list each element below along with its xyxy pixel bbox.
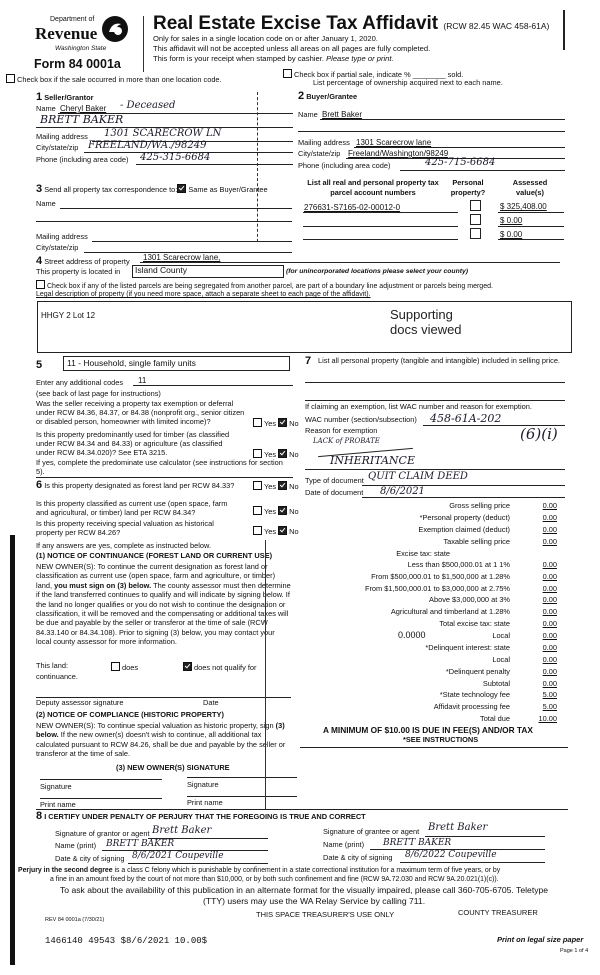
county-treasurer-label: COUNTY TREASURER	[458, 908, 538, 917]
text: Total excise tax: state	[439, 619, 510, 628]
grantee-signature-label: Signature of grantee or agent	[323, 827, 420, 836]
form-line	[133, 385, 293, 386]
text: Is this property designated as forest land per RCW 84.33?	[44, 481, 235, 490]
text: Street address of property	[44, 257, 130, 266]
text: 10.00	[538, 714, 557, 723]
text: Check box if the sale occurred in more than one location code.	[17, 75, 222, 84]
form-line	[400, 862, 545, 863]
timber-note: If yes, complete the predominate use calculator (see instructions for section 5).	[36, 458, 283, 476]
text: Subtotal	[482, 679, 510, 688]
text: No	[289, 527, 299, 536]
same-as-buyer-checkbox[interactable]	[177, 184, 186, 193]
buyer-name-label: Name	[298, 110, 318, 119]
q2-no-checkbox[interactable]	[278, 449, 287, 458]
scan-edge	[10, 535, 15, 965]
text: From $500,000.01 to $1,500,000 at 1.28%	[371, 572, 510, 581]
form-line	[128, 863, 268, 864]
text: Yes	[264, 450, 277, 459]
form-line	[36, 477, 293, 478]
assessed-col-header: Assessed value(s)	[512, 178, 548, 197]
text: Total due	[480, 714, 510, 723]
if-yes-instructions: If any answers are yes, complete as instructed below.	[36, 541, 211, 550]
partial-sale-note: List percentage of ownership acquired next to each name.	[313, 78, 503, 87]
segregated-checkbox[interactable]	[36, 280, 493, 291]
deputy-date-label: Date	[203, 698, 219, 707]
grantee-name-label: Name (print)	[323, 840, 365, 849]
text: Less than $500,000.01 at 1 1%	[407, 560, 510, 569]
corr-city-label: City/state/zip	[36, 243, 79, 252]
text: Check box if partial sale, indicate % ________ sold.	[294, 70, 464, 79]
header-line-2: This affidavit will not be accepted unless all areas on all pages are fully completed.	[153, 44, 431, 53]
text: Seller/Grantor	[44, 93, 94, 102]
reason-label: Reason for exemption	[305, 426, 378, 435]
wac-value[interactable]: 458-61A-202	[430, 412, 502, 425]
text: 0.00	[542, 607, 557, 616]
text: Please type or print.	[326, 54, 394, 63]
notice-compliance-title: (2) NOTICE OF COMPLIANCE (HISTORIC PROPERTY)	[36, 710, 224, 719]
checkbox	[36, 280, 45, 289]
q2-yes-checkbox[interactable]	[253, 449, 262, 458]
buyer-city-label: City/state/zip	[298, 149, 341, 158]
form-line	[140, 262, 560, 263]
text: 0.00	[542, 643, 557, 652]
text: 0.00	[542, 619, 557, 628]
parcel-col-header: List all real and personal property tax parcel account numbers	[307, 178, 439, 197]
s6q2-no-checkbox[interactable]	[278, 506, 287, 515]
street-address-value[interactable]: 1301 Scarecrow lane,	[143, 253, 221, 262]
text: No	[289, 507, 299, 516]
fold-line	[265, 540, 266, 810]
text: 0.00	[542, 501, 557, 510]
additional-codes-value[interactable]: 11	[138, 376, 147, 385]
form-line	[305, 400, 565, 401]
does-checkbox[interactable]	[111, 662, 138, 673]
text: NEW OWNER(S): To continue special valuation as historic property, sign	[36, 721, 274, 730]
buyer-phone-value[interactable]: 425-715-6684	[425, 157, 496, 168]
signature-label: Signature	[187, 780, 219, 789]
owner-print-field-2[interactable]	[187, 796, 297, 797]
form-line	[136, 164, 293, 165]
signature-label: Signature	[40, 782, 72, 791]
text: 4	[36, 255, 43, 267]
text: 5.00	[542, 702, 557, 711]
assessed-value[interactable]: $ 0.00	[500, 230, 523, 239]
local-rate: 0.0000	[398, 630, 426, 640]
perjury-line-1	[18, 867, 500, 875]
text: 5.00	[542, 690, 557, 699]
text: 2	[298, 90, 305, 102]
grantee-date-value[interactable]: 8/6/2022 Coupeville	[405, 850, 497, 860]
personal-property-checkbox[interactable]	[470, 214, 481, 225]
seller-mailing-label: Mailing address	[36, 132, 88, 141]
checkbox	[111, 662, 120, 671]
buyer-mailing-label: Mailing address	[298, 138, 350, 147]
personal-property-checkbox[interactable]	[470, 228, 481, 239]
deputy-signature-label: Deputy assessor signature	[36, 698, 124, 707]
checkbox	[183, 662, 192, 671]
legal-description-label: Legal description of property (if you need more space, attach a separate sheet to each page of the affidavit).	[36, 291, 371, 298]
personal-col-header: Personal property?	[450, 178, 486, 197]
street-address-label	[36, 255, 130, 268]
doc-date-label: Date of document	[305, 488, 364, 497]
grantor-name-value[interactable]: BRETT BAKER	[106, 839, 175, 849]
notice-continuance-text	[36, 562, 291, 647]
form-number: Form 84 0001a	[34, 57, 121, 71]
county-select[interactable]: Island County	[132, 265, 284, 278]
text: 8	[36, 810, 43, 822]
text: 1	[36, 91, 43, 103]
print-legal-note: Print on legal size paper	[497, 935, 584, 944]
wac-label: WAC number (section/subsection)	[305, 415, 417, 424]
s6q1-no-checkbox[interactable]	[278, 481, 287, 490]
corr-name-label: Name	[36, 199, 56, 208]
grantor-signature-label: Signature of grantor or agent	[55, 829, 150, 838]
text: Yes	[264, 419, 277, 428]
buyer-phone-label: Phone (including area code)	[298, 161, 391, 170]
text: *State technology fee	[439, 690, 510, 699]
s6q3-yes-no	[253, 526, 299, 537]
s6q2-yes-no	[253, 506, 299, 517]
personal-property-text: List all personal property (tangible and intangible) included in selling price.	[318, 356, 560, 365]
see-instructions: *SEE INSTRUCTIONS	[403, 735, 479, 744]
form-line	[498, 212, 564, 213]
text: 0.00	[542, 525, 557, 534]
text: 0.00	[542, 595, 557, 604]
header-line-1: Only for sales in a single location code on or after January 1, 2020.	[153, 34, 378, 43]
additional-codes-note: (see back of last page for instructions)	[36, 389, 161, 398]
text: Check box if any of the listed parcels are being segregated from another parcel, are part of a boundary line adjustment or parcels being merged.	[47, 283, 493, 290]
q1-yes-checkbox[interactable]	[253, 418, 262, 427]
doc-type-value[interactable]: QUIT CLAIM DEED	[368, 471, 468, 482]
text: Above $3,000,000 at 3%	[429, 595, 510, 604]
text: No	[289, 419, 299, 428]
this-land-label: This land:	[36, 661, 69, 670]
s6q1-yes-no	[253, 481, 299, 492]
text: Yes	[264, 507, 277, 516]
checkbox	[283, 69, 292, 78]
exemption-instructions: If claiming an exemption, list WAC number and reason for exemption.	[305, 402, 532, 411]
text: 0.00	[542, 667, 557, 676]
text: Local	[492, 631, 510, 640]
seller-phone-value[interactable]: 425-315-6684	[140, 152, 211, 163]
s6q2-yes-checkbox[interactable]	[253, 506, 262, 515]
buyer-mailing-value[interactable]: 1301 Scarecrow lane	[356, 138, 432, 147]
grantor-signature[interactable]: Brett Baker	[152, 825, 212, 836]
grantor-date-label: Date & city of signing	[55, 854, 125, 863]
grantee-name-value[interactable]: BRETT BAKER	[383, 838, 452, 848]
seller-name-value[interactable]: Cheryl Baker	[60, 104, 107, 113]
text: 0.00	[542, 655, 557, 664]
form-line	[298, 131, 565, 132]
text: The county assessor must then determine if the land transferred continues to qualify and will indicate by signing below. If the land no longer qualifies or you do not wish to continue the designation or classification, it will be removed and the compensating or additional taxes will be due and payable by the seller or transferor at the time of sale (RCW 84.33.140 or 84.34.108). Prior to signing (3) below, you may contact your local county assessor for more information.	[36, 580, 291, 647]
text: Exemption claimed (deduct)	[418, 525, 510, 534]
does-not-checkbox[interactable]	[183, 662, 256, 673]
certify-heading	[36, 810, 366, 823]
text	[114, 27, 122, 35]
timber-question: Is this property predominantly used for timber (as classified under RCW 84.34 and 84.33) or agriculture (as classified under RCW 84.34.020)? See ETA 3215.	[36, 430, 230, 457]
seller-city-value[interactable]: FREELAND/WA./98249	[88, 140, 207, 151]
assessed-value[interactable]: $ 325,408.00	[500, 202, 547, 211]
text: If the new owner(s) doesn't wish to continue, all additional tax calculated pursuant to RCW 84.26, shall be due and payable by the seller or transferor at the time of sale.	[36, 730, 286, 759]
seller-heading	[36, 91, 93, 104]
correspondence-heading	[36, 183, 268, 196]
owner-print-field-1[interactable]	[40, 798, 162, 799]
text: I CERTIFY UNDER PENALTY OF PERJURY THAT THE FOREGOING IS TRUE AND CORRECT	[44, 812, 366, 821]
title-ref: (RCW 82.45 WAC 458-61A)	[443, 21, 550, 31]
historic-question: Is this property receiving special valuation as historical property per RCW 84.26?	[36, 519, 214, 537]
s6q1-yes-checkbox[interactable]	[253, 481, 262, 490]
doc-type-label: Type of document	[305, 476, 364, 485]
forest-question	[36, 479, 246, 492]
county-note: (for unincorporated locations please select your county)	[286, 268, 469, 275]
treasurer-use-only: THIS SPACE TREASURER'S USE ONLY	[256, 910, 395, 919]
text: (3) below.	[36, 721, 285, 740]
wa-swirl-logo-icon	[100, 14, 130, 44]
text: Local	[492, 655, 510, 664]
legal-description-field[interactable]	[37, 301, 572, 353]
scan-edge-right	[563, 10, 565, 50]
cashier-receipt-stamp: 1466140 49543 $8/6/2021 10.00$	[45, 936, 208, 946]
grantee-signature[interactable]: Brett Baker	[428, 822, 488, 833]
print-name-label: Print name	[187, 798, 223, 807]
text: you must sign on (3) below.	[54, 580, 152, 590]
notice-compliance-text	[36, 721, 296, 759]
text: Same as Buyer/Grantee	[188, 185, 268, 194]
personal-property-field[interactable]	[305, 382, 565, 383]
text: Supporting	[390, 307, 453, 322]
header-line-3	[153, 55, 394, 64]
form-line	[498, 226, 564, 227]
text: Send all property tax correspondence to:	[44, 185, 178, 194]
text: 3	[36, 183, 43, 195]
text: is a class C felony which is punishable by confinement in a state correctional institution for a maximum term of five years, or by	[114, 867, 501, 874]
page-number: Page 1 of 4	[560, 948, 589, 954]
text: 0.00	[542, 584, 557, 593]
text: This form is your receipt when stamped by cashier.	[153, 54, 324, 63]
buyer-city-value[interactable]: Freeland/Washington/98249	[348, 149, 449, 158]
doc-date-value[interactable]: 8/6/2021	[380, 486, 425, 497]
new-owner-signature-title: (3) NEW OWNER(S) SIGNATURE	[116, 763, 230, 772]
minimum-due-notice: A MINIMUM OF $10.00 IS DUE IN FEE(S) AND/OR TAX	[323, 725, 533, 735]
form-revision: REV 84 0001a (7/30/21)	[45, 917, 105, 923]
parcel-number[interactable]	[303, 239, 458, 240]
form-line	[400, 170, 565, 171]
personal-property-checkbox[interactable]	[470, 200, 481, 211]
owner-signature-field-1[interactable]	[40, 779, 162, 780]
text: No	[289, 482, 299, 491]
form-line	[425, 836, 545, 837]
located-in-label: This property is located in	[36, 267, 121, 276]
text: NEW OWNER(S): To continue the current designation as forest land or classification as current use (open space, farm and agriculture, or timber) land,	[36, 562, 276, 590]
q1-no-checkbox[interactable]	[278, 418, 287, 427]
page-title	[153, 13, 549, 35]
current-use-question: Is this property classified as current use (open space, farm and agricultural, or timber) land per RCW 84.34?	[36, 499, 228, 517]
seller-name-2-value[interactable]: BRETT BAKER	[40, 113, 124, 126]
seller-mailing-value[interactable]: 1301 SCARECROW LN	[104, 128, 222, 139]
header-divider	[143, 16, 144, 72]
supporting-docs-stamp	[390, 308, 462, 338]
seller-city-label: City/state/zip	[36, 143, 79, 152]
accessibility-line-2: (TTY) users may use the WA Relay Service by calling 711.	[203, 896, 426, 906]
corr-mailing-label: Mailing address	[36, 232, 88, 241]
perjury-line-2: a fine in an amount fixed by the court of not more than $10,000, or by both such confinement and fine (RCW 9A.72.030 and RCW 9A.20.021(1)(c)).	[50, 876, 499, 883]
print-name-label: Print name	[40, 800, 76, 809]
additional-codes-label: Enter any additional codes	[36, 378, 124, 387]
personal-property-label	[305, 355, 311, 368]
form-line	[36, 221, 292, 222]
assessed-value[interactable]: $ 0.00	[500, 216, 523, 225]
form-line	[305, 469, 565, 470]
text: Buyer/Grantee	[306, 92, 358, 101]
s6q3-yes-checkbox[interactable]	[253, 526, 262, 535]
text: 0.00	[542, 513, 557, 522]
text: *Delinquent penalty	[445, 667, 510, 676]
exemption-question: Was the seller receiving a property tax exemption or deferral under RCW 84.36, 84.37, or 84.38 (nonprofit org., senior citizen or disabled person, homeowner with limited income)?	[36, 399, 245, 426]
q1-yes-no	[253, 418, 299, 429]
seller-name-label: Name	[36, 104, 56, 113]
grantee-date-label: Date & city of signing	[323, 853, 393, 862]
form-line	[498, 239, 564, 240]
text: 0.00	[542, 631, 557, 640]
text: 0.00	[542, 679, 557, 688]
parcel-number[interactable]	[303, 226, 458, 227]
seller-phone-label: Phone (including area code)	[36, 155, 129, 164]
text: does not qualify for	[194, 663, 257, 672]
logo-dept-of: Department of	[50, 16, 95, 23]
text: From $1,500,000.01 to $3,000,000 at 2.75%	[364, 584, 510, 593]
wac-subsection-value[interactable]: (6)(i)	[520, 425, 558, 443]
buyer-heading	[298, 90, 357, 103]
text: docs viewed	[390, 321, 462, 337]
text: Affidavit processing fee	[433, 702, 510, 711]
parcel-number[interactable]: 276631-S7165-02-00012-0	[304, 203, 401, 212]
text: Excise tax: state	[396, 549, 450, 558]
text: Taxable selling price	[443, 537, 510, 546]
grantor-date-value[interactable]: 8/6/2021 Coupeville	[132, 851, 224, 861]
section-5-number: 5	[36, 359, 43, 371]
s6q3-no-checkbox[interactable]	[278, 526, 287, 535]
text: does	[122, 663, 139, 672]
text: Yes	[264, 482, 277, 491]
text: 0.00	[542, 537, 557, 546]
text: *Delinquent interest: state	[425, 643, 510, 652]
text: Real Estate Excise Tax Affidavit	[153, 13, 439, 34]
text: Yes	[264, 527, 277, 536]
fold-line	[257, 92, 258, 242]
corr-name-field[interactable]	[60, 208, 292, 209]
text: No	[289, 450, 299, 459]
text: 6	[36, 479, 43, 491]
text: Agricultural and timberland at 1.28%	[390, 607, 510, 616]
multi-location-checkbox[interactable]	[6, 74, 222, 85]
text: 0.00	[542, 572, 557, 581]
reason-value-1[interactable]: LACK of PROBATE	[313, 437, 380, 445]
accessibility-line-1: To ask about the availability of this publication in an alternate format for the visually impaired, please call 360-705-6705. Teletype	[60, 885, 549, 895]
grantor-name-label: Name (print)	[55, 841, 97, 850]
reason-value-2[interactable]: INHERITANCE	[330, 454, 415, 467]
logo-revenue: Revenue	[35, 24, 98, 43]
corr-mailing-field[interactable]	[92, 241, 292, 242]
text: Perjury in the second degree	[18, 867, 113, 874]
notice-continuance-title: (1) NOTICE OF CONTINUANCE (FOREST LAND OR CURRENT USE)	[36, 551, 273, 560]
text: *Personal property (deduct)	[419, 513, 510, 522]
seller-deceased-note: - Deceased	[120, 100, 176, 111]
continuance-label: continuance.	[36, 672, 78, 681]
owner-signature-field-2[interactable]	[187, 777, 297, 778]
checkbox	[6, 74, 15, 83]
buyer-name-value[interactable]: Brett Baker	[322, 110, 363, 119]
logo-state: Washington State	[55, 45, 107, 52]
text: Gross selling price	[449, 501, 510, 510]
form-line	[300, 747, 568, 748]
legal-description-value: HHGY 2 Lot 12	[41, 311, 96, 320]
text: 0.00	[542, 560, 557, 569]
text: 7	[305, 355, 312, 367]
use-code-select[interactable]: 11 - Household, single family units	[63, 356, 290, 371]
form-line	[303, 212, 458, 213]
